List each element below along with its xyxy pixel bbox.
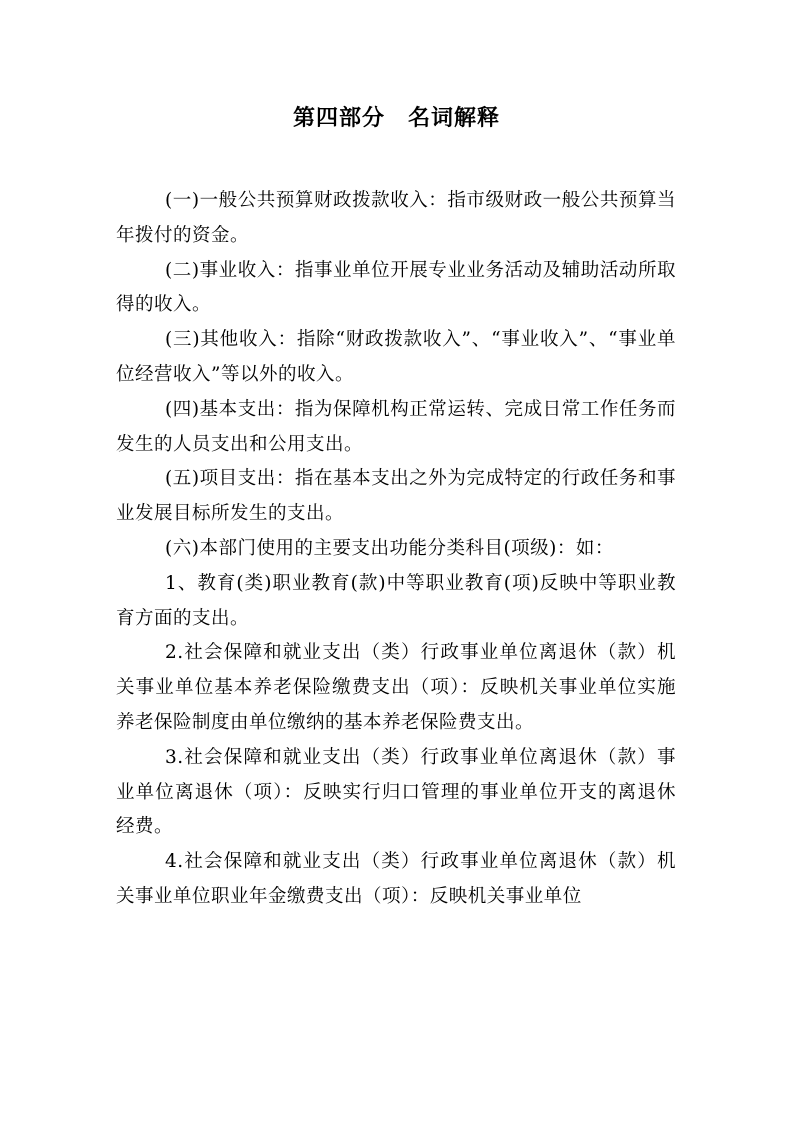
paragraph-other-revenue: (三)其他收入：指除“财政拨款收入”、“事业收入”、“事业单位经营收入”等以外的收入。 (116, 329, 676, 385)
paragraph-general-budget-revenue: (一)一般公共预算财政拨款收入：指市级财政一般公共预算当年拨付的资金。 (116, 190, 676, 246)
paragraph-item-2: 2.社会保障和就业支出（类）行政事业单位离退休（款）机关事业单位基本养老保险缴费支出（项）：反映机关事业单位实施养老保险制度由单位缴纳的基本养老保险费支出。 (116, 642, 676, 733)
paragraph-project-expenditure: (五)项目支出：指在基本支出之外为完成特定的行政任务和事业发展目标所发生的支出。 (116, 468, 676, 525)
paragraph-basic-expenditure: (四)基本支出：指为保障机构正常运转、完成日常工作任务而发生的人员支出和公用支出。 (116, 398, 676, 455)
paragraph-business-revenue: (二)事业收入：指事业单位开展专业业务活动及辅助活动所取得的收入。 (116, 259, 676, 316)
paragraph-item-3: 3.社会保障和就业支出（类）行政事业单位离退休（款）事业单位离退休（项）：反映实行归口管理的事业单位开支的离退休经费。 (116, 746, 676, 838)
paragraph-item-4: 4.社会保障和就业支出（类）行政事业单位离退休（款）机关事业单位职业年金缴费支出（项）：反映机关事业单位 (116, 851, 676, 907)
paragraph-item-1: 1、教育(类)职业教育(款)中等职业教育(项)反映中等职业教育方面的支出。 (116, 572, 676, 629)
document-body (116, 184, 676, 915)
page-title: 第四部分 名词解释 (292, 106, 500, 131)
paragraph-functional-classification: (六)本部门使用的主要支出功能分类科目(项级)：如： (165, 537, 614, 559)
